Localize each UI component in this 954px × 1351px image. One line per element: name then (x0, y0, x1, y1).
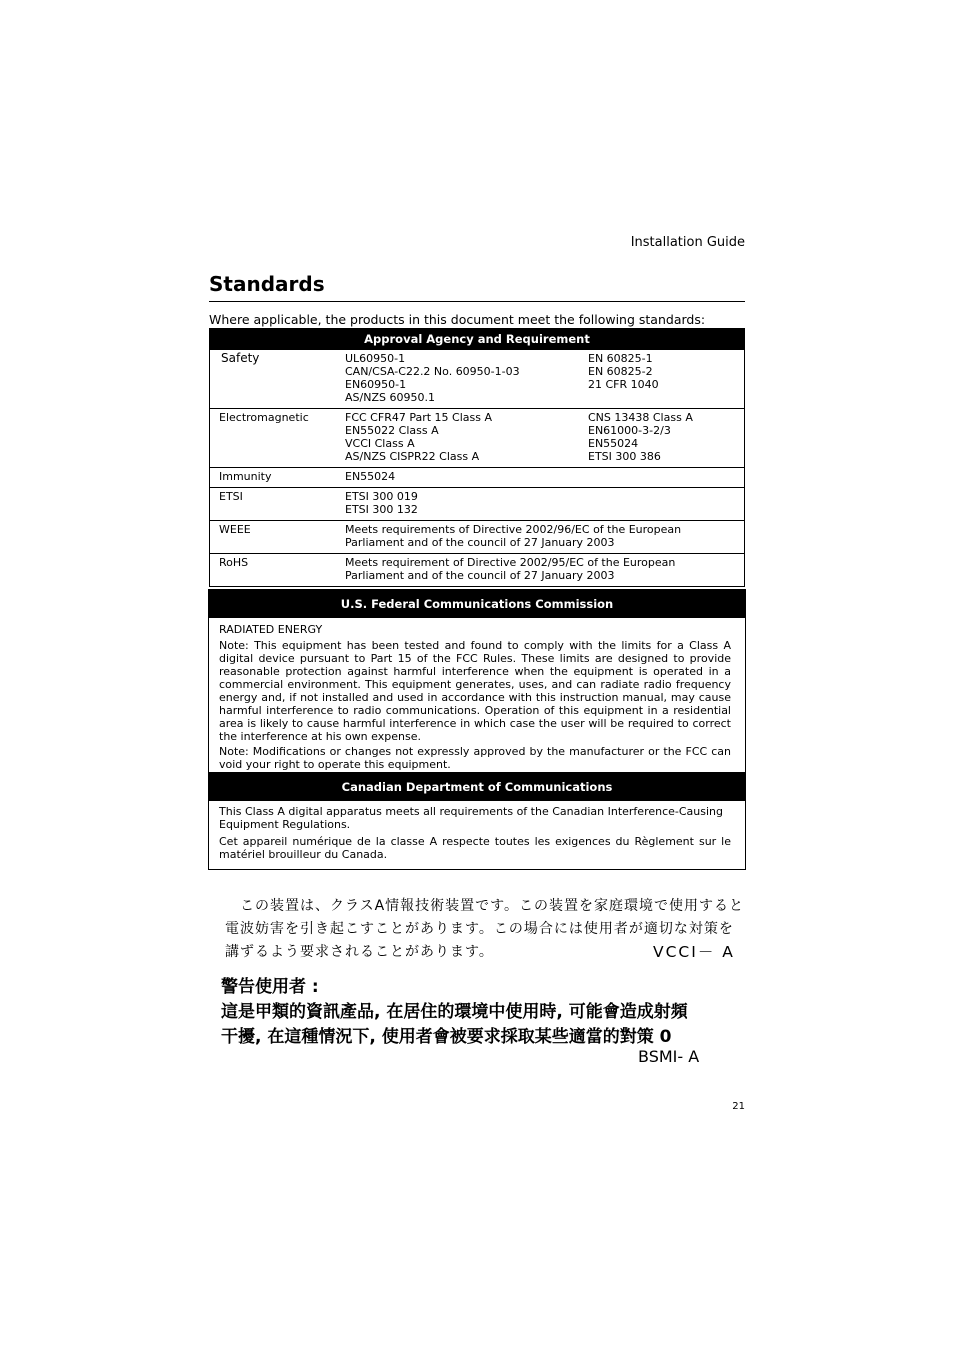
vcci-mark: VCCI－ A (653, 943, 735, 961)
standard-item: EN55024 (345, 470, 396, 483)
fcc-notice-paragraph: Note: This equipment has been tested and found to comply with the limits for a Class A digital device pursuant to Part 15 of the FCC Rules. These limits are designed to provide reasonable protection against harmful interference when the equipment is operated in a commercial environment. This equipment generates, uses, and can radiate radio frequency energy and, if not installed and used in accordance with this instruction manual, may cause harmful interference to radio communications. Operation of this equipment in a residential area is likely to cause harmful interference in which case the user will be required to correct the interference at his own expense. (219, 639, 731, 743)
standard-item: AS/NZS CISPR22 Class A (345, 450, 480, 463)
bsmi-line: 這是甲類的資訊產品, 在居住的環境中使用時, 可能會造成射頻 (221, 1002, 688, 1022)
fcc-notice-box (208, 589, 746, 780)
row-label: ETSI (219, 490, 243, 503)
standard-item: ETSI 300 132 (345, 503, 418, 516)
requirement-text: Meets requirements of Directive 2002/96/EC of the European Parliament and of the council of 27 January 2003 (345, 523, 682, 549)
standard-item: AS/NZS 60950.1 (345, 391, 435, 404)
row-label: Immunity (219, 470, 272, 483)
page-number: 21 (732, 1101, 745, 1112)
vcci-statement: この装置は、クラスA情報技術装置です。この装置を家庭環境で使用すると電波妨害を引き起こすことがあります。この場合には使用者が適切な対策を講ずるよう要求されることがあります。 (225, 898, 745, 960)
running-header: Installation Guide (630, 235, 745, 250)
standard-item: CAN/CSA-C22.2 No. 60950-1-03 (345, 365, 520, 378)
table-row-rohs (210, 553, 744, 586)
bsmi-line: 警告使用者 : (221, 977, 319, 997)
table-row-electromagnetic (210, 408, 744, 467)
standards-list (345, 409, 588, 467)
canada-notice-body (209, 801, 745, 869)
fcc-notice-header: U.S. Federal Communications Commission (209, 590, 745, 618)
canada-notice-header: Canadian Department of Communications (209, 773, 745, 801)
row-label: WEEE (219, 523, 251, 536)
standards-list (588, 350, 744, 408)
standards-list (345, 468, 744, 487)
standard-item: VCCI Class A (345, 437, 415, 450)
standard-item: EN55024 (588, 437, 639, 450)
canada-notice-paragraph: This Class A digital apparatus meets all requirements of the Canadian Interference-Causing Equipment Regulations. (219, 805, 724, 831)
row-label: RoHS (219, 556, 249, 569)
fcc-notice-paragraph: Note: Modifications or changes not expressly approved by the manufacturer or the FCC can void your right to operate this equipment. (219, 745, 731, 771)
standard-item: EN 60825-1 (588, 352, 653, 365)
canada-notice-box (208, 772, 746, 870)
standard-item: CNS 13438 Class A (588, 411, 693, 424)
bsmi-mark: BSMI- A (638, 1047, 700, 1066)
table-row-immunity (210, 467, 744, 487)
section-title: Standards (209, 272, 325, 296)
table-row-weee (210, 520, 744, 553)
bsmi-line: 干擾, 在這種情況下, 使用者會被要求採取某些適當的對策 0 (221, 1027, 672, 1047)
standard-item: EN61000-3-2/3 (588, 424, 671, 437)
standard-item: 21 CFR 1040 (588, 378, 659, 391)
standard-item: EN60950-1 (345, 378, 407, 391)
title-divider (209, 301, 745, 302)
standard-item: EN55022 Class A (345, 424, 439, 437)
standards-list (345, 350, 588, 408)
requirement-text: Meets requirement of Directive 2002/95/EC of the European Parliament and of the council of 27 January 2003 (345, 556, 676, 582)
canada-notice-paragraph: Cet appareil numérique de la classe A respecte toutes les exigences du Règlement sur le matériel brouilleur du Canada. (219, 835, 731, 861)
standards-list (588, 409, 744, 467)
table-row-etsi (210, 487, 744, 520)
fcc-notice-label: RADIATED ENERGY (219, 623, 323, 636)
row-label: Electromagnetic (219, 411, 309, 424)
table-row-safety (210, 350, 744, 408)
approval-table-header: Approval Agency and Requirement (210, 329, 744, 350)
standard-item: EN 60825-2 (588, 365, 653, 378)
standard-item: FCC CFR47 Part 15 Class A (345, 411, 492, 424)
intro-text: Where applicable, the products in this document meet the following standards: (209, 312, 706, 327)
standard-item: ETSI 300 019 (345, 490, 418, 503)
standards-list (345, 488, 744, 520)
approval-table (209, 328, 745, 587)
fcc-notice-body (209, 618, 745, 779)
standard-item: UL60950-1 (345, 352, 406, 365)
standard-item: ETSI 300 386 (588, 450, 661, 463)
row-label: Safety (221, 351, 260, 365)
bsmi-statement (221, 975, 741, 1050)
